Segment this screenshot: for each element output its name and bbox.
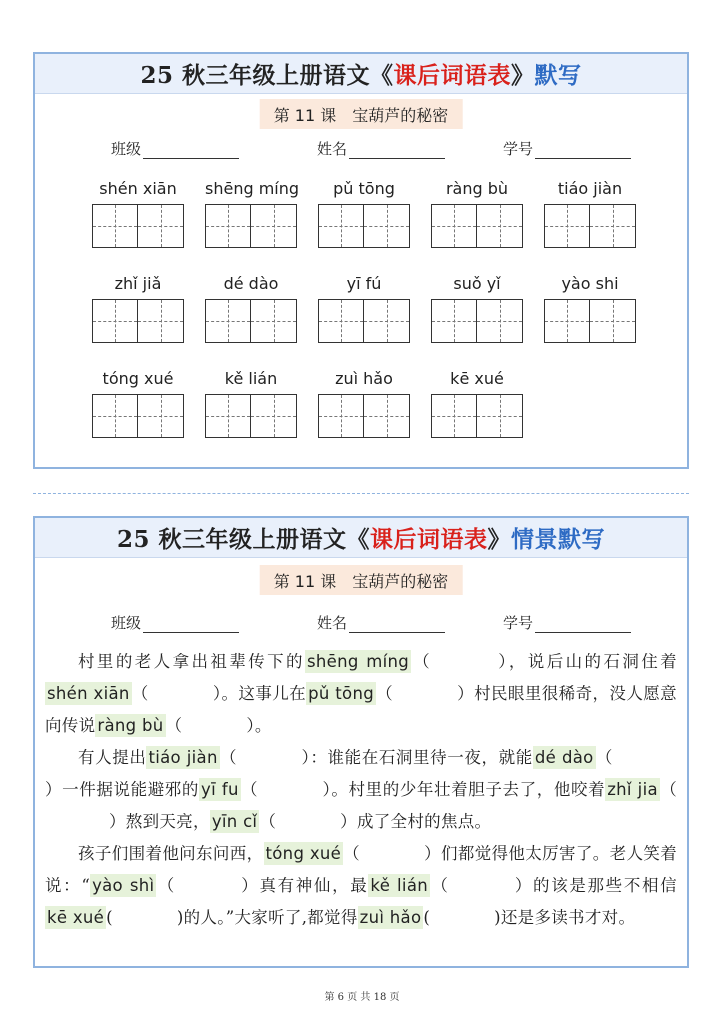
word-box[interactable]: shén xiān xyxy=(92,178,184,248)
word-box[interactable]: ràng bù xyxy=(431,178,523,248)
story-paragraph: 有人提出 tiáo jiàn （ ）：谁能在石洞里待一夜，就能 dé dào （）一件据说能避邪的 yī fu （ ）。村里的少年壮着胆子去了，他咬着 zhǐ jia （）熬到天亮， yīn cǐ （ ）成了全村的焦点。 xyxy=(45,748,677,831)
id-field[interactable]: 学号 xyxy=(503,612,631,633)
word-box[interactable]: dé dào xyxy=(205,273,297,343)
word-box[interactable]: pǔ tōng xyxy=(318,178,410,248)
word-box[interactable]: zhǐ jiǎ xyxy=(92,273,184,343)
context-dictation-card xyxy=(33,516,689,968)
word-box[interactable]: suǒ yǐ xyxy=(431,273,523,343)
card-title: 25 秋三年级上册语文《 课后词语表 》 默写 xyxy=(35,54,687,94)
word-box[interactable]: kě lián xyxy=(205,368,297,438)
card-title: 25 秋三年级上册语文《 课后词语表 》 情景默写 xyxy=(35,518,687,558)
word-box[interactable]: yī fú xyxy=(318,273,410,343)
student-info-row xyxy=(35,612,687,636)
word-box[interactable]: yào shi xyxy=(544,273,636,343)
word-box[interactable]: zuì hǎo xyxy=(318,368,410,438)
section-divider xyxy=(33,493,689,494)
student-info-row xyxy=(35,138,687,162)
word-box[interactable]: tiáo jiàn xyxy=(544,178,636,248)
name-field[interactable]: 姓名 xyxy=(317,612,445,633)
word-box[interactable]: tóng xué xyxy=(92,368,184,438)
dictation-card xyxy=(33,52,689,469)
word-box[interactable]: shēng míng xyxy=(205,178,297,248)
id-field[interactable]: 学号 xyxy=(503,138,631,159)
story-text xyxy=(45,646,677,934)
story-paragraph: 村里的老人拿出祖辈传下的 shēng míng （ ），说后山的石洞住着shén xiān （ ）。这事儿在 pǔ tōng （ ）村民眼里很稀奇，没人愿意向传说 ràng bù （ ）。 xyxy=(45,652,677,735)
page-footer: 第 6 页 共 18 页 xyxy=(324,992,400,1003)
word-box[interactable]: kē xué xyxy=(431,368,523,438)
lesson-label: 第 11 课 宝葫芦的秘密 xyxy=(260,565,463,595)
name-field[interactable]: 姓名 xyxy=(317,138,445,159)
lesson-label: 第 11 课 宝葫芦的秘密 xyxy=(260,99,463,129)
story-paragraph: 孩子们围着他问东问西， tóng xué （ ）们都觉得他太厉害了。老人笑着说：“ yào shì （ ）真有神仙，最 kě lián （ ）的该是那些不相信kē xué ( )的人。”大家听了,都觉得 zuì hǎo ( )还是多读书才对。 xyxy=(45,844,677,927)
class-field[interactable]: 班级 xyxy=(111,138,239,159)
class-field[interactable]: 班级 xyxy=(111,612,239,633)
